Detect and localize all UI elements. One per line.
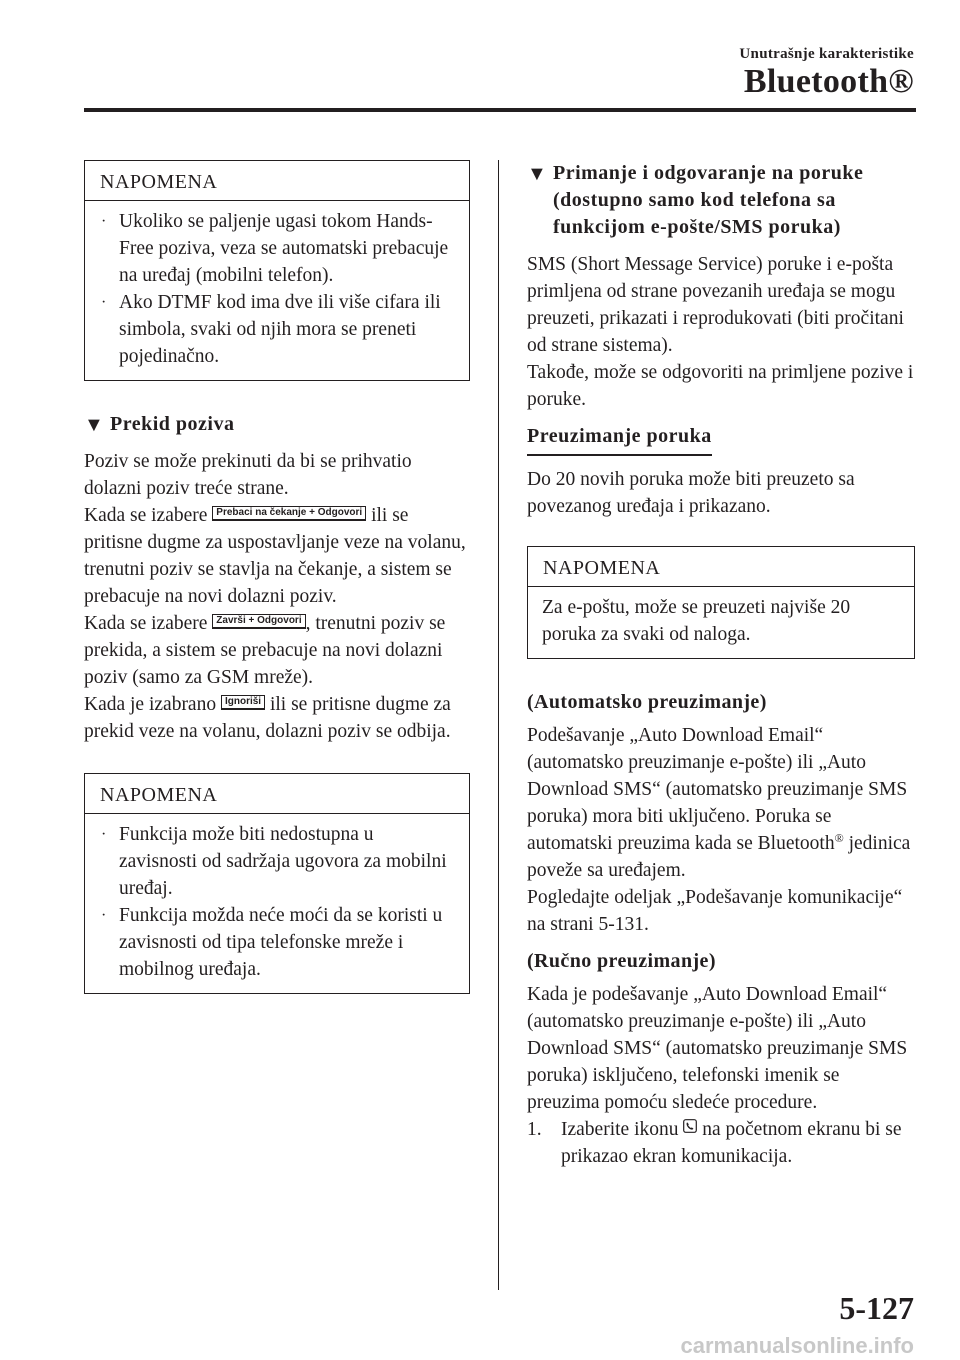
manual-download-title: (Ručno preuzimanje) — [527, 950, 716, 972]
bullet-text: Funkcija može biti nedostupna u zavisnosti od sadržaja ugovora za mobilni uređaj. — [119, 824, 447, 899]
step-number: 1. — [527, 1119, 542, 1140]
auto-download-title: (Automatsko preuzimanje) — [527, 691, 767, 713]
triangle-down-icon: ▼ — [84, 414, 105, 436]
watermark-text: carmanualsonline.info — [680, 1333, 914, 1358]
left-column — [84, 160, 470, 994]
ignore-button-image: Ignoriši — [221, 695, 265, 710]
paragraph: Kada je izabrano Ignoriši ili se pritisne dugme za prekid veze na volanu, dolazni poziv se odbija. — [84, 694, 451, 742]
bullet-dot-icon: · — [101, 213, 107, 230]
note-bullet — [101, 821, 453, 902]
paragraph: Pogledajte odeljak „Podešavanje komunikacije“ na strani 5-131. — [527, 887, 903, 935]
note-title: NAPOMENA — [85, 161, 469, 201]
section-heading-call-interrupt: ▼ Prekid poziva — [84, 411, 470, 438]
paragraph: Takođe, može se odgovoriti na primljene pozive i poruke. — [527, 362, 914, 410]
bullet-text: Funkcija možda neće moći da se koristi u zavisnosti od tipa telefonske mreže i mobilnog uređaja. — [119, 905, 443, 980]
subheading-download-messages: Preuzimanje poruka — [527, 423, 712, 456]
section-heading-messages: ▼ Primanje i odgovaranje na poruke (dostupno samo kod telefona sa funkcijom e-pošte/SMS poruka) — [527, 162, 864, 238]
note-body — [85, 814, 469, 993]
bullet-dot-icon: · — [101, 294, 107, 311]
bullet-text: Ukoliko se paljenje ugasi tokom Hands-Free poziva, veza se automatski prebacuje na uređaj (mobilni telefon). — [119, 211, 449, 286]
bullet-dot-icon: · — [101, 907, 107, 924]
right-column — [527, 160, 915, 1170]
bullet-dot-icon: · — [101, 826, 107, 843]
paragraph: Kada se izabere Prebaci na čekanje + Odgovori ili se pritisne dugme za uspostavljanje veze na volanu, trenutni poziv se stavlja na čekanje, a sistem se prebacuje na novi dolazni poziv. — [84, 505, 466, 607]
communication-icon — [683, 1119, 697, 1133]
note-bullet — [101, 902, 453, 983]
hold-answer-button-image: Prebaci na čekanje + Odgovori — [212, 506, 366, 521]
page-number: 5-127 — [839, 1290, 914, 1326]
note-box-email-limit — [527, 546, 915, 659]
paragraph: Poziv se može prekinuti da bi se prihvatio dolazni poziv treće strane. — [84, 451, 412, 499]
paragraph: Kada je podešavanje „Auto Download Email“ (automatsko preuzimanje e-pošte) ili „Auto Download SMS“ (automatsko preuzimanje SMS poruka) isključeno, telefonski imenik se preuzima pomoću sledeće procedure. — [527, 984, 908, 1113]
note-body — [85, 201, 469, 380]
section-label: Unutrašnje karakteristike — [739, 46, 914, 62]
list-item: 1. Izaberite ikonu na početnom ekranu bi se prikazao ekran komunikacija. — [527, 1116, 915, 1170]
note-title: NAPOMENA — [528, 547, 914, 587]
paragraph: SMS (Short Message Service) poruke i e-pošta primljena od strane povezanih uređaja se mogu preuzeti, prikazati i reprodukovati (biti pročitani od strane sistema). — [527, 254, 904, 356]
note-body: Za e-poštu, može se preuzeti najviše 20 poruka za svaki od naloga. — [542, 597, 851, 645]
registered-mark: ® — [834, 831, 844, 845]
page-title: Bluetooth® — [743, 63, 914, 100]
note-bullet — [101, 208, 453, 289]
column-divider — [498, 160, 499, 1290]
paragraph: Podešavanje „Auto Download Email“ (automatsko preuzimanje e-pošte) ili „Auto Download SMS“ (automatsko preuzimanje SMS poruka) mora biti uključeno. Poruka se automatski preuzima kada se Bluetooth® jedinica poveže sa uređajem. — [527, 725, 911, 881]
note-title: NAPOMENA — [85, 774, 469, 814]
note-box-availability — [84, 773, 470, 994]
bullet-text: Ako DTMF kod ima dve ili više cifara ili simbola, svaki od njih mora se preneti pojedinačno. — [119, 292, 441, 367]
end-answer-button-image: Završi + Odgovori — [212, 614, 305, 629]
subheading-container — [527, 423, 915, 456]
note-box-ignition — [84, 160, 470, 381]
note-bullet — [101, 289, 453, 370]
paragraph: Kada se izabere Završi + Odgovori , trenutni poziv se prekida, a sistem se prebacuje na novi dolazni poziv (samo za GSM mreže). — [84, 613, 446, 688]
triangle-down-icon: ▼ — [527, 163, 548, 185]
paragraph: Do 20 novih poruka može biti preuzeto sa povezanog uređaja i prikazano. — [527, 469, 855, 517]
header-rule — [84, 108, 916, 112]
